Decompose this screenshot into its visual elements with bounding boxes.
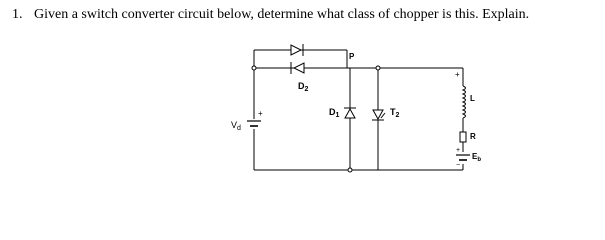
source-plus-label: + (258, 109, 263, 118)
p-label: P (349, 52, 355, 61)
vd-label: $V_d$ (231, 120, 241, 132)
inductor (463, 86, 466, 118)
resistor (460, 132, 466, 142)
terminals (252, 66, 380, 172)
d2-label: $D_2$ (298, 81, 309, 93)
emf-battery (456, 155, 470, 160)
emf-minus-label: − (456, 162, 461, 169)
t2-label: $T_2$ (390, 107, 400, 119)
d2-diode (287, 62, 307, 74)
top-diode (288, 44, 306, 56)
circuit-wires (254, 50, 463, 170)
question-body: Given a switch converter circuit below, determine what class of chopper is this. Explain. (34, 7, 530, 22)
d1-label: $D_1$ (329, 107, 340, 119)
resistor-label: R (470, 132, 476, 141)
inductor-label: L (470, 94, 475, 103)
question-number: 1. (12, 7, 23, 22)
load-plus-label: + (455, 70, 460, 79)
t2-thyristor (371, 106, 385, 124)
source-battery (246, 119, 262, 129)
emf-label: $E_b$ (472, 152, 482, 163)
d1-diode (343, 106, 357, 124)
emf-plus-label: + (456, 147, 461, 154)
